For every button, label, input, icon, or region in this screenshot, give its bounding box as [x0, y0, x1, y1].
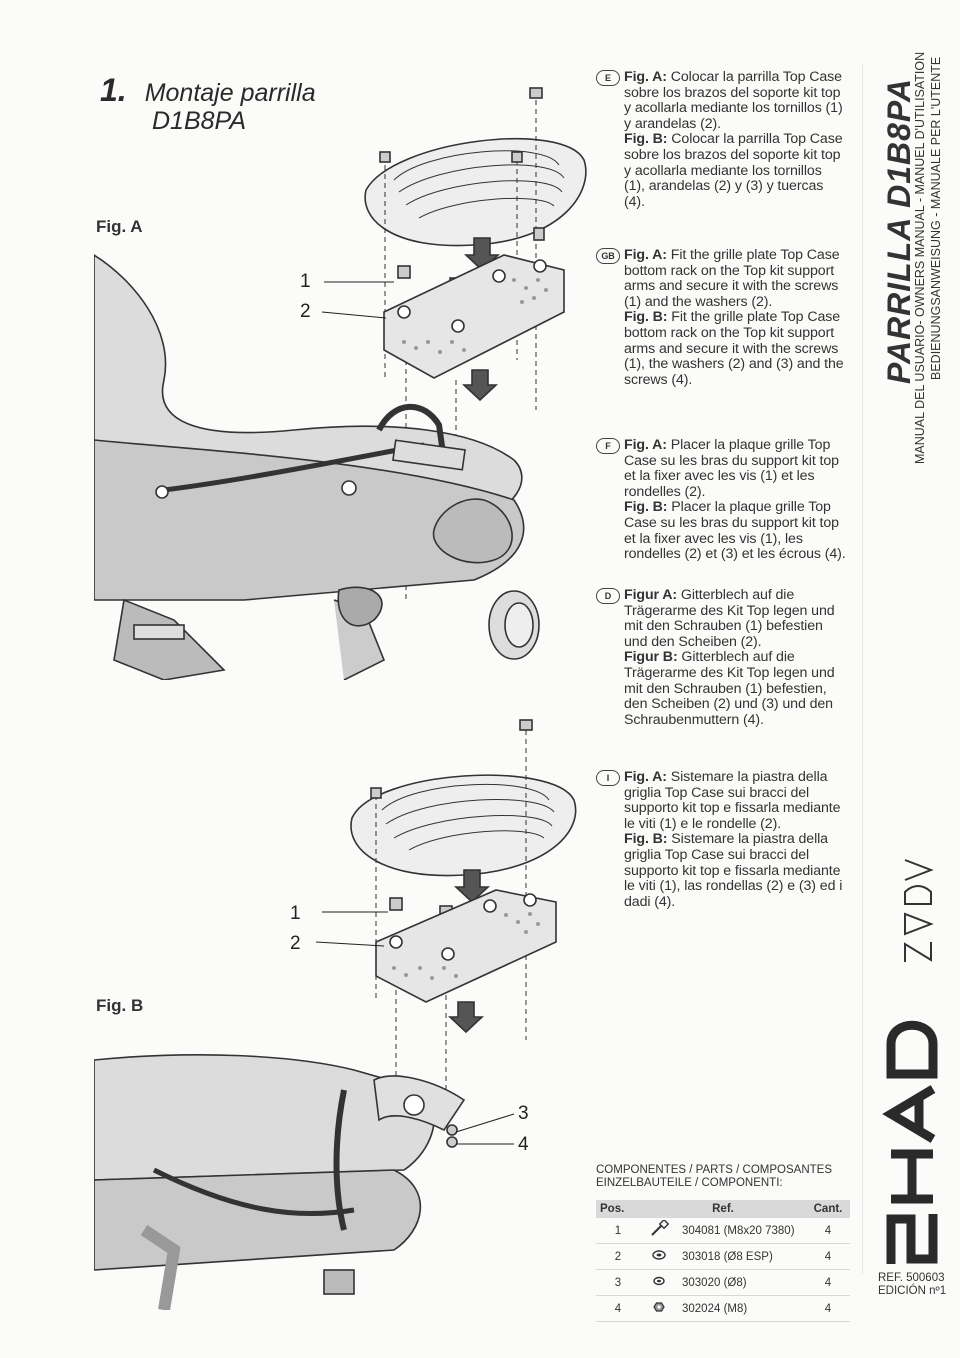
washer-icon — [648, 1272, 670, 1290]
parts-header-ref: Ref. — [640, 1200, 806, 1218]
sidebar-subtitle-line1: MANUAL DEL USUARIO- OWNERS MANUAL - MANUEL D'UTILISATION — [913, 51, 927, 464]
motorcycle-tail — [94, 1170, 420, 1270]
sidebar — [862, 51, 959, 1274]
part-ref: 303018 (Ø8 ESP) — [678, 1244, 806, 1270]
instr-it-fig-a-text: Sistemare la piastra della griglia Top Case sui bracci del supporto kit top e fissarla mediante le viti (1) e le rondelle (2). — [624, 769, 841, 832]
part-qty: 4 — [806, 1270, 850, 1296]
lang-badge-es: E — [596, 70, 620, 86]
instr-fr-fig-a-label: Fig. A: — [624, 437, 667, 453]
instr-gb-fig-a-label: Fig. A: — [624, 247, 667, 263]
instruction-it — [596, 770, 846, 910]
part-ref: 303020 (Ø8) — [678, 1270, 806, 1296]
part-pos: 2 — [596, 1244, 640, 1270]
fig-b-illustration — [94, 710, 594, 1310]
parts-title-line1: COMPONENTES / PARTS / COMPOSANTES — [596, 1164, 832, 1176]
table-row — [596, 1244, 850, 1270]
part-qty: 4 — [806, 1218, 850, 1244]
parts-title-line2: EINZELBAUTEILE / COMPONENTI: — [596, 1176, 783, 1189]
part-pos: 4 — [596, 1296, 640, 1322]
lang-badge-it: I — [596, 770, 620, 786]
part-pos: 3 — [596, 1270, 640, 1296]
shad-logo — [881, 1004, 943, 1279]
grille-plate-top — [351, 775, 576, 875]
fig-a-callout-2: 2 — [300, 301, 311, 322]
instr-es-fig-b-label: Fig. B: — [624, 131, 668, 148]
instr-es-fig-a-text: Colocar la parrilla Top Case sobre los brazos del soporte kit top y acollarla mediante los tornillos (1) y arandelas (2). — [624, 69, 843, 132]
instr-fr-fig-b-text: Placer la plaque grille Top Case su les bras du support kit top et la fixer avec les vis (1), les rondelles (2) et (3) et les écrous (4). — [624, 499, 846, 563]
instruction-fr — [596, 438, 846, 563]
instr-gb-fig-b-label: Fig. B: — [624, 309, 668, 326]
instr-es-fig-b-text: Colocar la parrilla Top Case sobre los brazos del soporte kit top y acollarla mediante los tornillos (1), arandelas (2) y (3) y tuercas (4). — [624, 131, 843, 210]
part-qty: 4 — [806, 1296, 850, 1322]
mounting-plate — [376, 890, 556, 1002]
mounting-plate — [384, 255, 564, 378]
nad-logo-text — [901, 842, 902, 844]
instruction-gb — [596, 248, 846, 388]
document-reference — [878, 1272, 946, 1298]
instr-de-fig-a-label: Figur A: — [624, 587, 678, 603]
instruction-es — [596, 70, 846, 210]
table-row — [596, 1296, 850, 1322]
heading-title-line1: Montaje parrilla — [144, 79, 316, 107]
parts-header-pos: Pos. — [596, 1200, 640, 1218]
bolt-icon — [648, 1220, 670, 1238]
instr-gb-fig-a-text: Fit the grille plate Top Case bottom rack on the Top kit support arms and secure it with the screws (1) and the washers (2). — [624, 247, 840, 310]
sidebar-subtitle-line2: BEDIENUNGSANWEISUNG - MANUALE PER L'UTENTE — [929, 56, 943, 380]
fig-b-callout-1: 1 — [290, 903, 301, 924]
instr-de-fig-b-text: Gitterblech auf die Trägerarme des Kit Top legen und mit den Schrauben (1) befestien, den Scheiben (2) und (3) und den Schraubenmuttern (4). — [624, 649, 835, 728]
fig-a-callout-1: 1 — [300, 271, 311, 292]
grille-plate-top — [365, 139, 586, 246]
instr-es-fig-a-label: Fig. A: — [624, 69, 667, 85]
part-qty: 4 — [806, 1244, 850, 1270]
shad-logo-icon — [881, 1004, 943, 1274]
instr-it-fig-b-label: Fig. B: — [624, 831, 668, 848]
lang-badge-gb: GB — [596, 248, 620, 264]
parts-header-qty: Cant. — [806, 1200, 850, 1218]
nad-logo-icon — [901, 844, 937, 964]
part-ref: 302024 (M8) — [678, 1296, 806, 1322]
instr-it-fig-a-label: Fig. A: — [624, 769, 667, 785]
ref-number: REF. 500603 — [878, 1272, 945, 1284]
instruction-de — [596, 588, 846, 728]
instr-de-fig-b-label: Figur B: — [624, 649, 678, 666]
table-row — [596, 1218, 850, 1244]
part-pos: 1 — [596, 1218, 640, 1244]
instr-it-fig-b-text: Sistemare la piastra della griglia Top Case sui bracci del supporto kit top e fissarla mediante le viti (1), las rondellas (2) e (3) ed i dadi (4). — [624, 831, 843, 910]
instr-de-fig-a-text: Gitterblech auf die Trägerarme des Kit Top legen und mit den Schrauben (1) befestien und den Scheiben (2). — [624, 587, 835, 650]
fig-b-label: Fig. B — [96, 996, 144, 1015]
fig-b-callout-2: 2 — [290, 933, 301, 954]
sidebar-title: PARRILLA D1B8PA — [881, 78, 917, 384]
parts-table — [596, 1200, 850, 1322]
parts-title — [596, 1164, 832, 1189]
edition: EDICIÓN nº1 — [878, 1285, 947, 1297]
instr-fr-fig-b-label: Fig. B: — [624, 499, 668, 516]
fig-a-label: Fig. A — [96, 217, 143, 236]
heading-title-line2: D1B8PA — [152, 107, 247, 135]
fig-b-callout-4: 4 — [518, 1134, 529, 1155]
part-ref: 304081 (M8x20 7380) — [678, 1218, 806, 1244]
fig-b-callout-3: 3 — [518, 1103, 529, 1124]
nut-icon — [648, 1298, 670, 1316]
heading-number: 1. — [100, 72, 127, 108]
parts-table-header — [596, 1200, 850, 1218]
instr-gb-fig-b-text: Fit the grille plate Top Case bottom rack on the Top kit support arms and secure it with the screws (1), the washers (2) and (3) and the screws (4). — [624, 309, 844, 388]
fig-a-illustration — [94, 80, 594, 680]
instr-fr-fig-a-text: Placer la plaque grille Top Case su les bras du support kit top et la fixer avec les vis (1) et les rondelles (2). — [624, 437, 839, 500]
shad-logo-text — [881, 1001, 882, 1004]
washer-icon — [648, 1246, 670, 1264]
table-row — [596, 1270, 850, 1296]
nad-logo — [901, 844, 937, 969]
lang-badge-de: D — [596, 588, 620, 604]
lang-badge-fr: F — [596, 438, 620, 454]
